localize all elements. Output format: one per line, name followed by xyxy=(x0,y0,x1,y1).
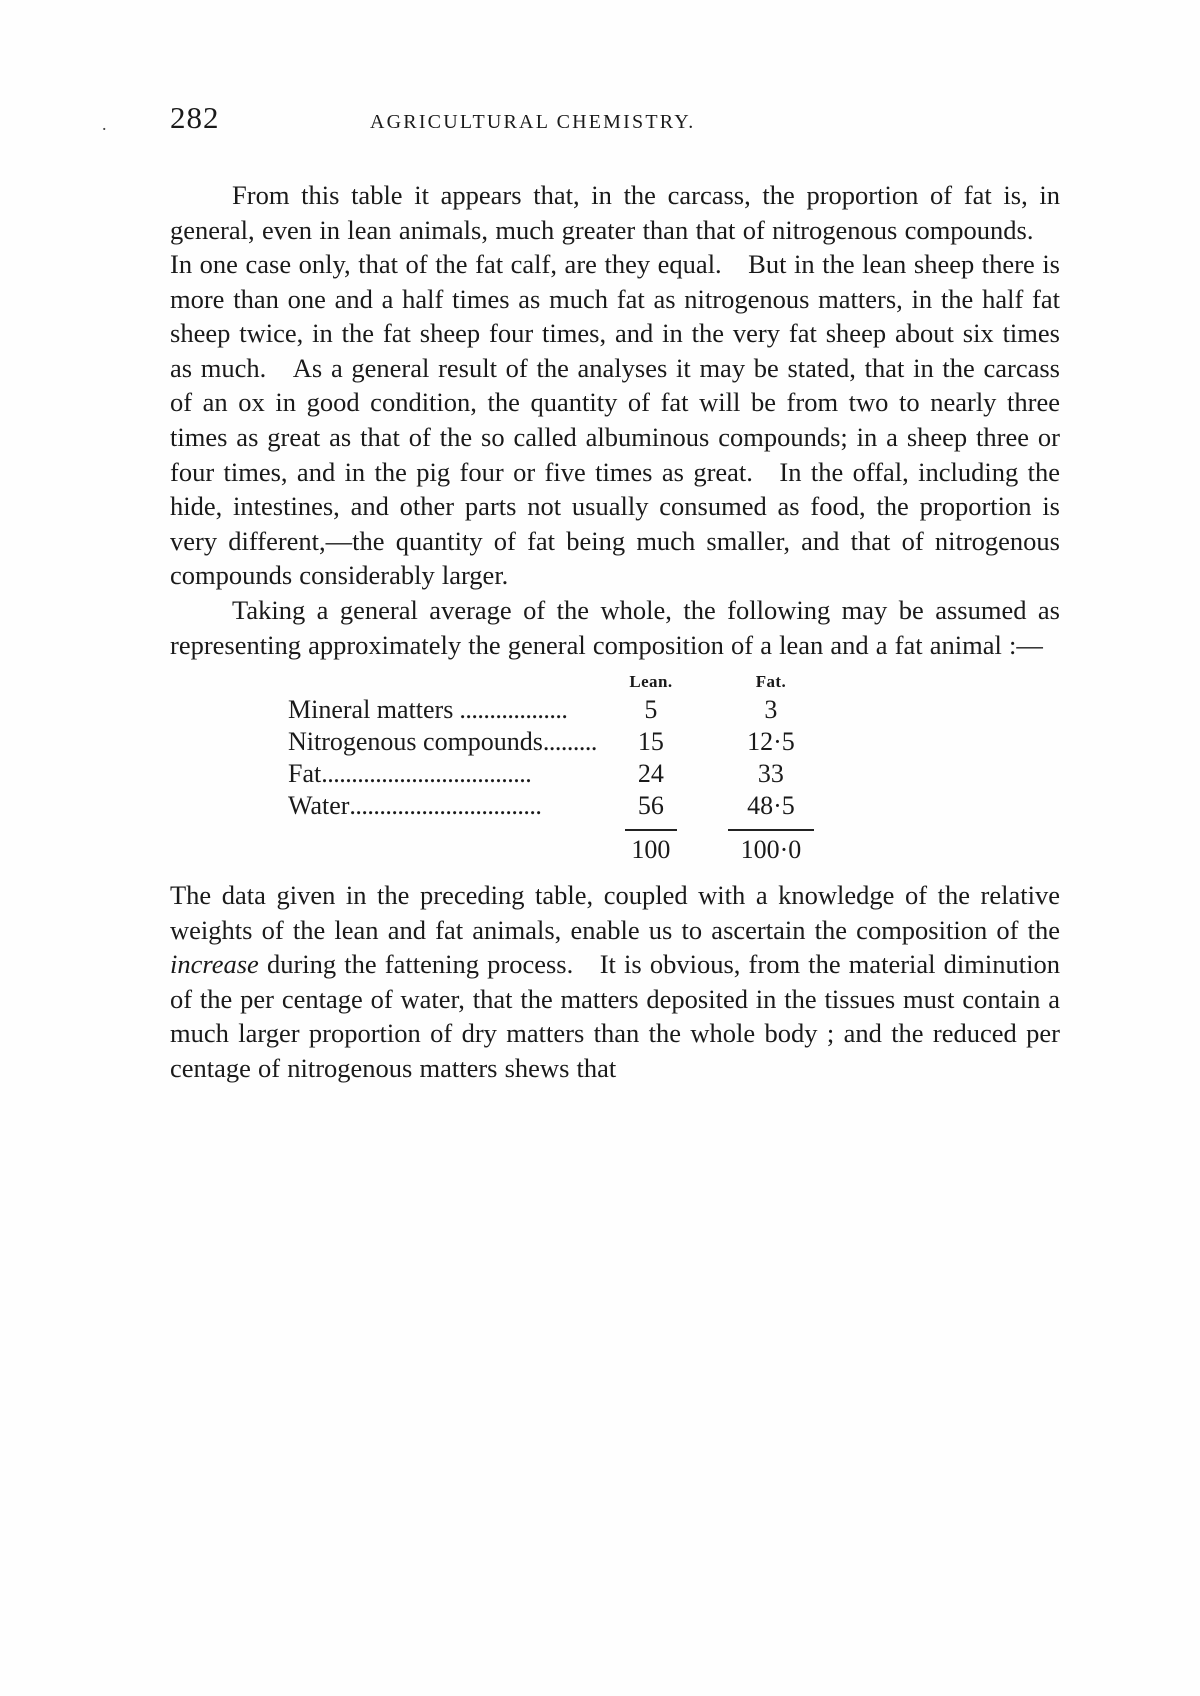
row-label-text: Mineral matters xyxy=(288,695,454,725)
table-row xyxy=(288,758,837,790)
column-header-label xyxy=(288,672,597,694)
total-lean-value: 100 xyxy=(631,835,671,865)
paragraph-3-italic-term: increase xyxy=(170,949,259,980)
table-total-row xyxy=(288,834,837,866)
row-fat-value: 3 xyxy=(764,695,778,725)
page-content xyxy=(102,100,1060,1086)
page-number: 282 xyxy=(170,100,220,135)
rule-lean xyxy=(597,822,705,834)
composition-table xyxy=(288,672,837,866)
row-label xyxy=(288,726,597,758)
row-lean-value: 5 xyxy=(644,695,658,725)
total-fat-value: 100·0 xyxy=(740,835,802,865)
paragraph-3-part-2: during the fattening process. It is obvious, from the material diminution of the per centage of water, that the matters deposited in the tissues must contain a much larger proportion of dry matters than the whole body ; and the reduced per centage of nitrogenous matters shews that xyxy=(170,949,1060,1083)
row-leader: .................. xyxy=(453,695,568,725)
row-lean-value: 24 xyxy=(637,759,664,789)
row-lean-value: 15 xyxy=(637,727,664,757)
row-leader: ................................... xyxy=(321,759,532,789)
paragraph-3-part-1: The data given in the preceding table, coupled with a knowledge of the relative weights of the lean and fat animals, enable us to ascertain the composition of the xyxy=(170,880,1060,945)
rule-spacer xyxy=(288,822,597,834)
row-label-text: Water xyxy=(288,791,350,821)
table-row xyxy=(288,694,837,726)
row-label-text: Fat xyxy=(288,759,322,789)
table-rule-row xyxy=(288,822,837,834)
row-label xyxy=(288,758,597,790)
table-header-row xyxy=(288,672,837,694)
column-header-fat: Fat. xyxy=(755,672,787,692)
margin-mark: . xyxy=(102,114,107,134)
composition-table-wrapper xyxy=(170,672,1060,866)
table-row xyxy=(288,790,837,822)
row-lean-value: 56 xyxy=(637,791,664,821)
paragraph-1: From this table it appears that, in the carcass, the proportion of fat is, in general, even in lean animals, much greater than that of nitrogenous compounds. In one case only, that of the fat calf, are they equal. But in the lean sheep there is more than one and a half times as much fat as nitrogenous matters, in the half fat sheep twice, in the fat sheep four times, and in the very fat sheep about six times as much. As a general result of the analyses it may be stated, that in the carcass of an ox in good condition, the quantity of fat will be from two to nearly three times as great as that of the so called albuminous compounds; in a sheep three or four times, and in the pig four or five times as great. In the offal, including the hide, intestines, and other parts not usually consumed as food, the proportion is very different,—the quantity of fat being much smaller, and that of nitrogenous compounds considerably larger. xyxy=(170,180,1060,591)
row-fat-value: 33 xyxy=(757,759,784,789)
paragraph-2: Taking a general average of the whole, the following may be assumed as representing approximately the general composition of a lean and a fat animal :— xyxy=(170,594,1060,660)
page-header xyxy=(102,100,1060,136)
row-fat-value: 12·5 xyxy=(747,727,795,757)
row-label xyxy=(288,694,597,726)
row-leader: ................................ xyxy=(349,791,542,821)
total-label xyxy=(288,834,597,866)
row-leader: ......... xyxy=(542,727,597,757)
running-head: AGRICULTURAL CHEMISTRY. xyxy=(370,111,696,133)
column-header-lean: Lean. xyxy=(629,672,673,692)
row-label-text: Nitrogenous compounds xyxy=(288,727,543,757)
rule-fat xyxy=(705,822,837,834)
paragraph-3 xyxy=(170,878,1060,1085)
row-label xyxy=(288,790,597,822)
table-row xyxy=(288,726,837,758)
row-fat-value: 48·5 xyxy=(747,791,795,821)
